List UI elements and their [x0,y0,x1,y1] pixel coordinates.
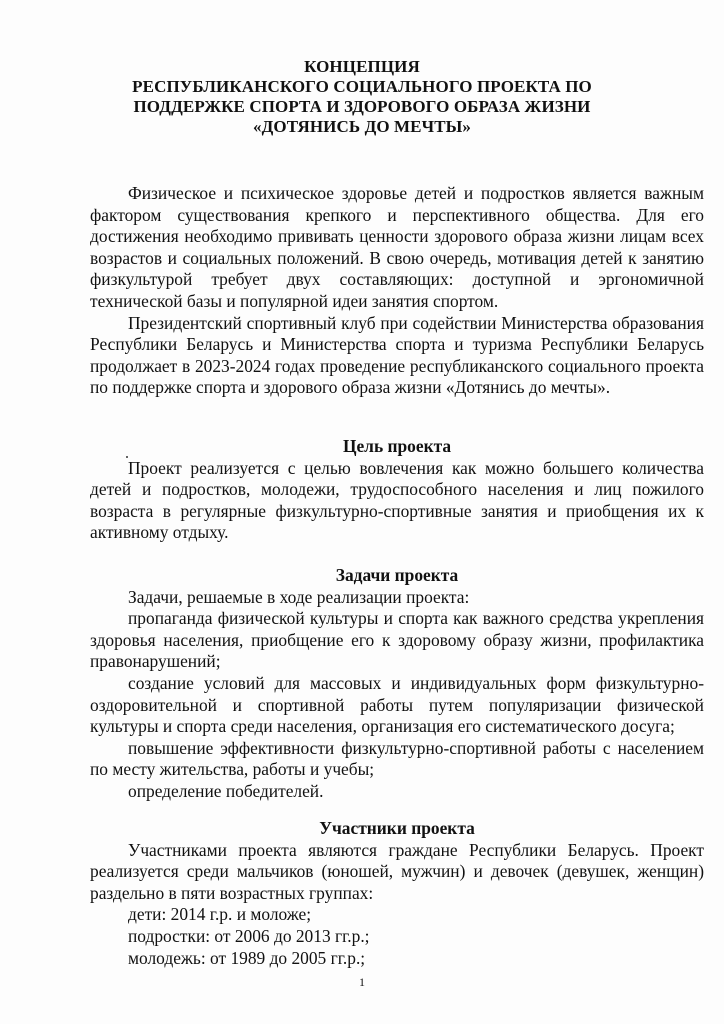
tasks-section [90,565,704,803]
age-group-item: дети: 2014 г.р. и моложе; [128,904,312,925]
intro-section [90,183,704,399]
document-title [0,57,724,137]
tasks-lead: Задачи, решаемые в ходе реализации проекта: [128,586,470,607]
goal-text: Проект реализуется с целью вовлечения как можно большего количества детей и подростков, молодежи, трудоспособного населения и лиц пожилого возраста в регулярные физкультурно-спортивные занятия и приобщения их к активному отдыху. [90,457,704,543]
task-item: повышение эффективности физкультурно-спортивной работы с населением по месту жительства, работы и учебы; [90,737,704,780]
participants-heading: Участники проекта [319,818,475,838]
age-group-item: молодежь: от 1989 до 2005 гг.р.; [128,947,366,968]
age-group-item: подростки: от 2006 до 2013 гг.р.; [128,925,370,946]
page-number: 1 [359,975,365,989]
title-line-2: РЕСПУБЛИКАНСКОГО СОЦИАЛЬНОГО ПРОЕКТА ПО [132,77,592,96]
participants-text: Участниками проекта являются граждане Республики Беларусь. Проект реализуется среди мальчиков (юношей, мужчин) и девочек (девушек, женщин) раздельно в пяти возрастных группах: [90,839,704,903]
scan-speck [126,456,128,458]
task-item: создание условий для массовых и индивидуальных форм физкультурно-оздоровительной и спортивной работы путем популяризации физической культуры и спорта среди населения, организация его систематического досуга; [90,672,704,737]
title-line-1: КОНЦЕПЦИЯ [304,57,420,76]
goal-heading: Цель проекта [342,436,452,456]
participants-section [90,818,704,969]
intro-paragraph-1: Физическое и психическое здоровье детей и подростков является важным фактором существования крепкого и перспективного общества. Для его достижения необходимо прививать ценности здорового образа жизни лицам всех возрастов и социальных положений. В свою очередь, мотивация детей к занятию физкультурой требует двух составляющих: доступной и эргономичной технической базы и популярной идеи занятия спортом. [90,183,704,311]
task-item: определение победителей. [128,780,324,801]
goal-section [90,436,704,544]
tasks-heading: Задачи проекта [335,565,459,585]
task-item: пропаганда физической культуры и спорта как важного средства укрепления здоровья населения, приобщение его к здоровому образу жизни, профилактика правонарушений; [90,608,704,672]
title-line-3: ПОДДЕРЖКЕ СПОРТА И ЗДОРОВОГО ОБРАЗА ЖИЗНИ [133,97,591,116]
title-line-4: «ДОТЯНИСЬ ДО МЕЧТЫ» [252,117,472,136]
intro-paragraph-2: Президентский спортивный клуб при содействии Министерства образования Республики Беларусь и Министерства спорта и туризма Республики Беларусь продолжает в 2023-2024 годах проведение республиканского социального проекта по поддержке спорта и здорового образа жизни «Дотянись до мечты». [90,312,704,398]
